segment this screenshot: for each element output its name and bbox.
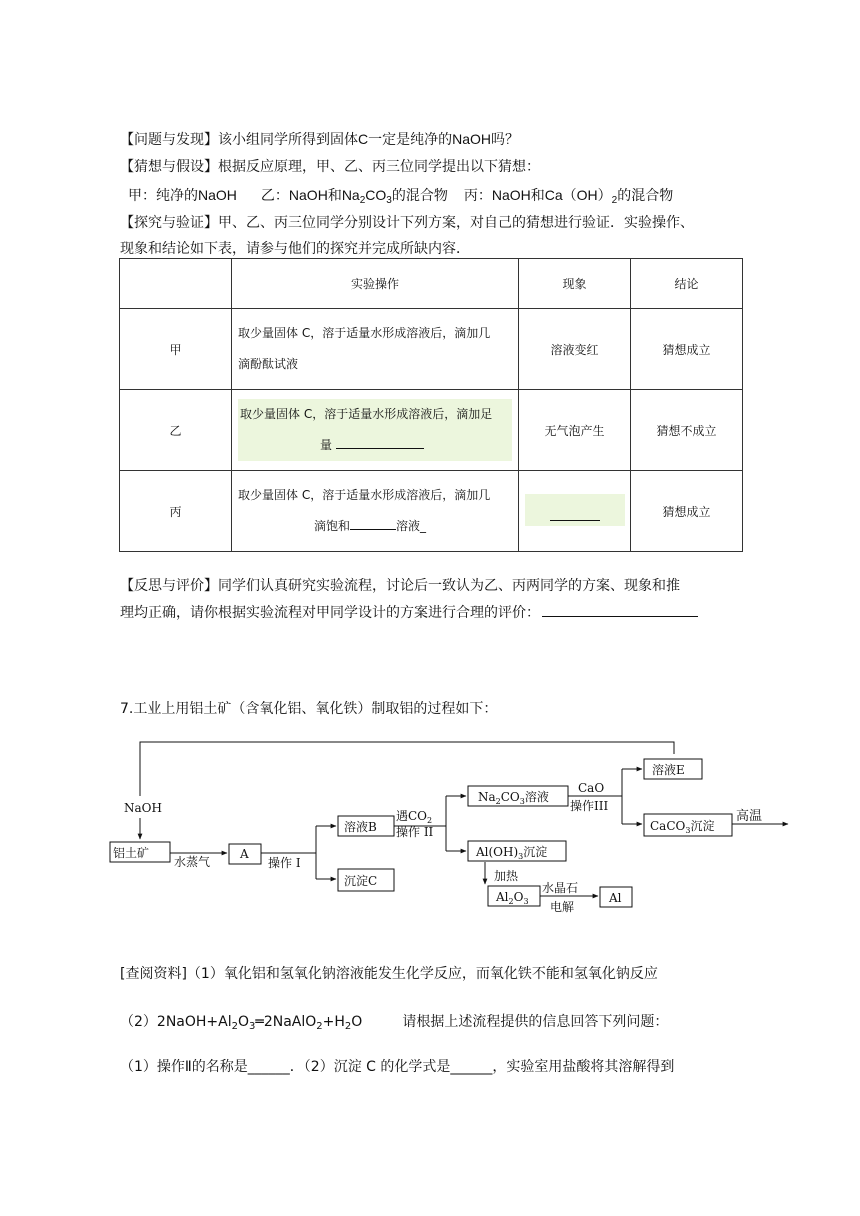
- question-line: （1）操作Ⅱ的名称是______．（2）沉淀 C 的化学式是______，实验室用盐酸将其溶解得到: [120, 1059, 675, 1075]
- row-phenomenon: [519, 471, 631, 552]
- problem-line: 【问题与发现】该小组同学所得到固体C一定是纯净的NaOH吗？: [120, 131, 520, 148]
- row-conclusion: 猜想成立: [631, 471, 743, 552]
- a-label: A: [240, 847, 249, 861]
- al-label: Al: [609, 891, 622, 905]
- answer-blank[interactable]: [550, 506, 600, 521]
- aloh3-label: $Al(OH)_3$沉淀: [476, 845, 548, 861]
- answer-blank[interactable]: [350, 515, 396, 530]
- equation-line: $(2)2NaOH+Al_2O_3═2NaAlO_2+H_2O$ 请根据上述流程提供的信息回答下列问题：: [120, 1014, 669, 1032]
- naoh-label: NaOH: [124, 801, 162, 815]
- table-row: [120, 309, 743, 390]
- row-name: 乙: [120, 390, 232, 471]
- ore-label: 铝土矿: [113, 846, 150, 860]
- ppC-label: 沉淀C: [344, 874, 378, 888]
- electro-label: 电解: [550, 900, 575, 914]
- table-header: 实验操作: [232, 259, 519, 309]
- heat-label: 加热: [494, 869, 519, 883]
- q7-title: 7.工业上用铝土矿（含氧化铝、氧化铁）制取铝的过程如下：: [120, 701, 498, 717]
- row-conclusion: 猜想成立: [631, 309, 743, 390]
- na2co3-label: $Na_2CO_3$溶液: [478, 790, 549, 806]
- table-header: 现象: [519, 259, 631, 309]
- row-conclusion: 猜想不成立: [631, 390, 743, 471]
- reflect-label: 【反思与评价】: [120, 578, 218, 594]
- al2o3-label: $Al_2O_3$: [496, 890, 529, 906]
- solE-label: 溶液E: [652, 763, 685, 777]
- flow-diagram: [104, 736, 794, 916]
- lookup-line-1: [查阅资料]（1）氧化铝和氢氧化钠溶液能发生化学反应，而氧化铁不能和氢氧化钠反应: [120, 966, 658, 982]
- answer-blank[interactable]: [542, 602, 698, 617]
- explore-line-2: 现象和结论如下表，请参与他们的探究并完成所缺内容．: [120, 241, 470, 257]
- row-operation: 取少量固体 C，溶于适量水形成溶液后，滴加足 量: [232, 390, 519, 471]
- table-row: [120, 471, 743, 552]
- table-row: [120, 390, 743, 471]
- cryolite-label: 水晶石: [542, 881, 579, 895]
- guess-line: 【猜想与假设】根据反应原理，甲、乙、丙三位同学提出以下猜想：: [120, 159, 540, 175]
- op3-label: 操作III: [570, 799, 609, 813]
- row-operation: 取少量固体 C，溶于适量水形成溶液后，滴加几 滴酚酞试液: [232, 309, 519, 390]
- row-name: 甲: [120, 309, 232, 390]
- guess-options-line: 甲：纯净的NaOH 乙：NaOH和$Na_2CO_3$的混合物 丙：NaOH和$Ca(OH)_2$的混合物: [128, 187, 674, 206]
- meet-co2-label: 遇$CO_2$: [396, 809, 433, 825]
- row-name: 丙: [120, 471, 232, 552]
- row-phenomenon: 无气泡产生: [519, 390, 631, 471]
- experiment-table: [119, 258, 743, 552]
- explore-line-1: 【探究与验证】甲、乙、丙三位同学分别设计下列方案，对自己的猜想进行验证．实验操作、: [120, 215, 694, 231]
- op1-label: 操作 I: [268, 856, 301, 870]
- op2-label: 操作 II: [396, 825, 434, 839]
- table-header-row: [120, 259, 743, 309]
- table-header: 结论: [631, 259, 743, 309]
- row-phenomenon: 溶液变红: [519, 309, 631, 390]
- table-header: [120, 259, 232, 309]
- caco3-label: CaCO$_3$沉淀: [650, 819, 715, 835]
- answer-blank[interactable]: [336, 434, 424, 449]
- problem-label: 【问题与发现】: [120, 132, 218, 148]
- row-operation: 取少量固体 C，溶于适量水形成溶液后，滴加几 滴饱和 溶液_: [232, 471, 519, 552]
- guess-label: 【猜想与假设】: [120, 159, 218, 175]
- reflect-line-2: 理均正确，请你根据实验流程对甲同学设计的方案进行合理的评价：: [120, 602, 698, 623]
- explore-label: 【探究与验证】: [120, 215, 218, 231]
- reflect-line-1: 【反思与评价】同学们认真研究实验流程，讨论后一致认为乙、丙两同学的方案、现象和推: [120, 578, 680, 594]
- cao-label: CaO: [578, 781, 605, 795]
- phenomenon-answer-box[interactable]: [525, 494, 625, 526]
- solB-label: 溶液B: [344, 820, 377, 834]
- hightemp-label: 高温: [736, 809, 763, 824]
- steam-label: 水蒸气: [174, 855, 211, 869]
